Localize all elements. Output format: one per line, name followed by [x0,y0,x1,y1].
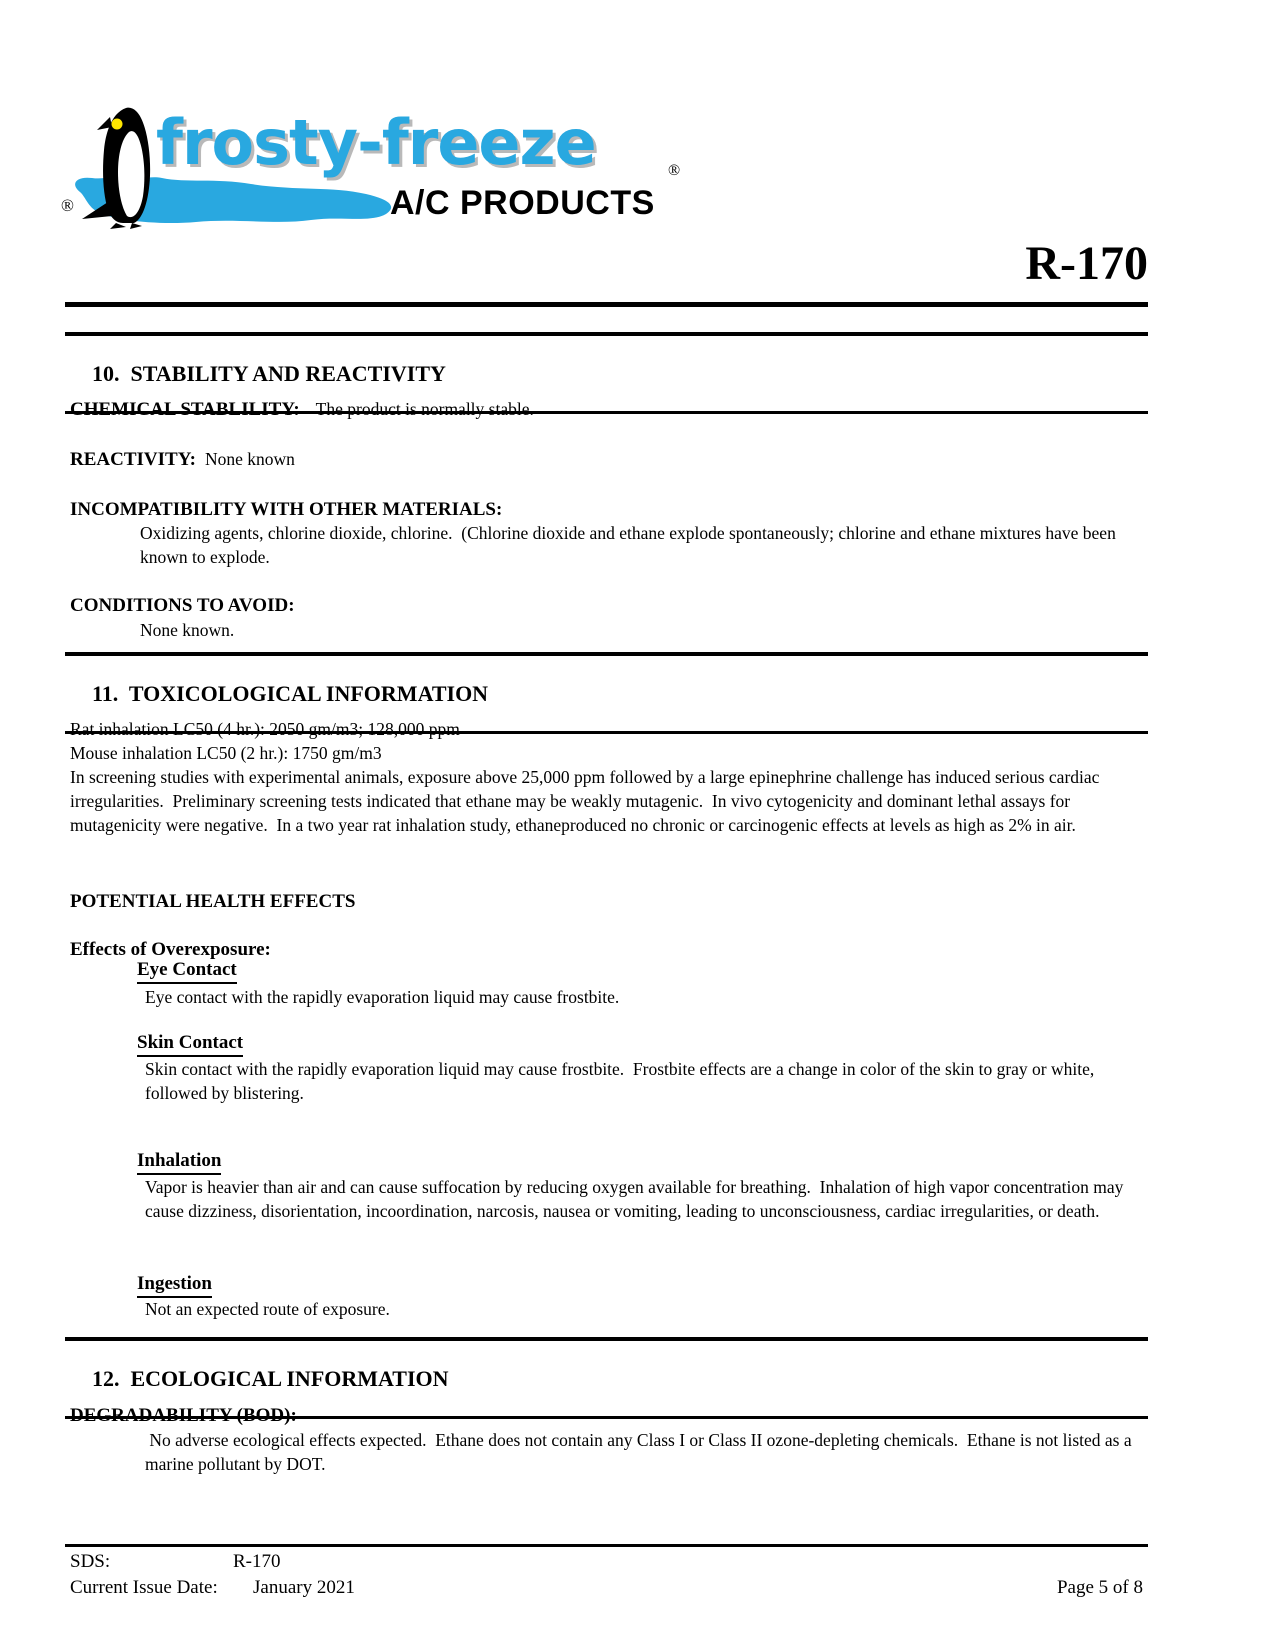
section-12-title: 12. ECOLOGICAL INFORMATION [92,1366,449,1391]
chemical-stability-label: CHEMICAL STABLILITY: [70,399,300,420]
footer-issue-date-value: January 2021 [253,1577,355,1598]
effects-of-overexposure-label: Effects of Overexposure: [70,939,271,960]
reactivity-label: REACTIVITY: [70,449,196,470]
lc50-rat-line: Rat inhalation LC50 (4 hr.): 2050 gm/m3; 128,000 ppm [70,719,460,739]
brand-wordmark: frosty-freeze [156,106,596,179]
footer-rule [65,1544,1148,1547]
product-code-heading: R-170 [1025,237,1148,290]
chemical-stability-value: The product is normally stable. [315,399,534,419]
incompatibility-text: Oxidizing agents, chlorine dioxide, chlorine. (Chlorine dioxide and ethane explode spontaneously; chlorine and ethane mixtures have been known to explode. [140,523,1121,567]
footer-sds-value: R-170 [233,1551,281,1572]
header-rule [65,302,1148,307]
footer-page-info: Page 5 of 8 [1056,1577,1143,1598]
section-10-title: 10. STABILITY AND REACTIVITY [92,361,446,386]
inhalation-heading: Inhalation [137,1150,221,1175]
chemical-stability-row [70,397,534,422]
ingestion-heading: Ingestion [137,1273,212,1298]
skin-contact-heading: Skin Contact [137,1032,243,1057]
eye-contact-heading: Eye Contact [137,959,237,984]
footer-issue-date-label: Current Issue Date: [70,1577,218,1598]
section-11-title: 11. TOXICOLOGICAL INFORMATION [92,681,489,706]
reactivity-value: None known [205,449,295,469]
inhalation-text: Vapor is heavier than air and can cause suffocation by reducing oxygen available for breathing. Inhalation of high vapor concentration may cause dizziness, disorientation, incoordination, narcosis, nausea or vomiting, leading to unconsciousness, cardiac irregularities, or death. [145,1177,1128,1221]
ingestion-text: Not an expected route of exposure. [145,1299,390,1319]
incompatibility-label: INCOMPATIBILITY WITH OTHER MATERIALS: [70,499,503,520]
brand-subtitle: A/C PRODUCTS [390,184,655,222]
frosty-freeze-logo [61,100,706,240]
degradability-text: No adverse ecological effects expected. Ethane does not contain any Class I or Class II ozone-depleting chemicals. Ethane is not listed as a marine pollutant by DOT. [145,1430,1137,1474]
reactivity-row [70,447,295,472]
potential-health-effects-heading: POTENTIAL HEALTH EFFECTS [70,891,356,912]
degradability-label: DEGRADABILITY (BOD): [70,1405,297,1426]
lc50-mouse-line: Mouse inhalation LC50 (2 hr.): 1750 gm/m3 [70,743,382,763]
conditions-to-avoid-label: CONDITIONS TO AVOID: [70,595,295,616]
skin-contact-text: Skin contact with the rapidly evaporation liquid may cause frostbite. Frostbite effects are a change in color of the skin to gray or white, followed by blistering. [145,1059,1099,1103]
conditions-to-avoid-text: None known. [140,620,235,640]
screening-paragraph: In screening studies with experimental animals, exposure above 25,000 ppm followed by a large epinephrine challenge has induced serious cardiac irregularities. Preliminary screening tests indicated that ethane may be weakly mutagenic. In vivo cytogenicity and dominant lethal assays for mutagenicity were negative. In a two year rat inhalation study, ethaneproduced no chronic or carcinogenic effects at levels as high as 2% in air. [70,767,1104,835]
footer-sds-label: SDS: [70,1551,111,1572]
registered-trademark-icon: ® [61,196,74,215]
eye-contact-text: Eye contact with the rapidly evaporation liquid may cause frostbite. [145,987,620,1007]
registered-trademark-icon: ® [668,162,681,179]
